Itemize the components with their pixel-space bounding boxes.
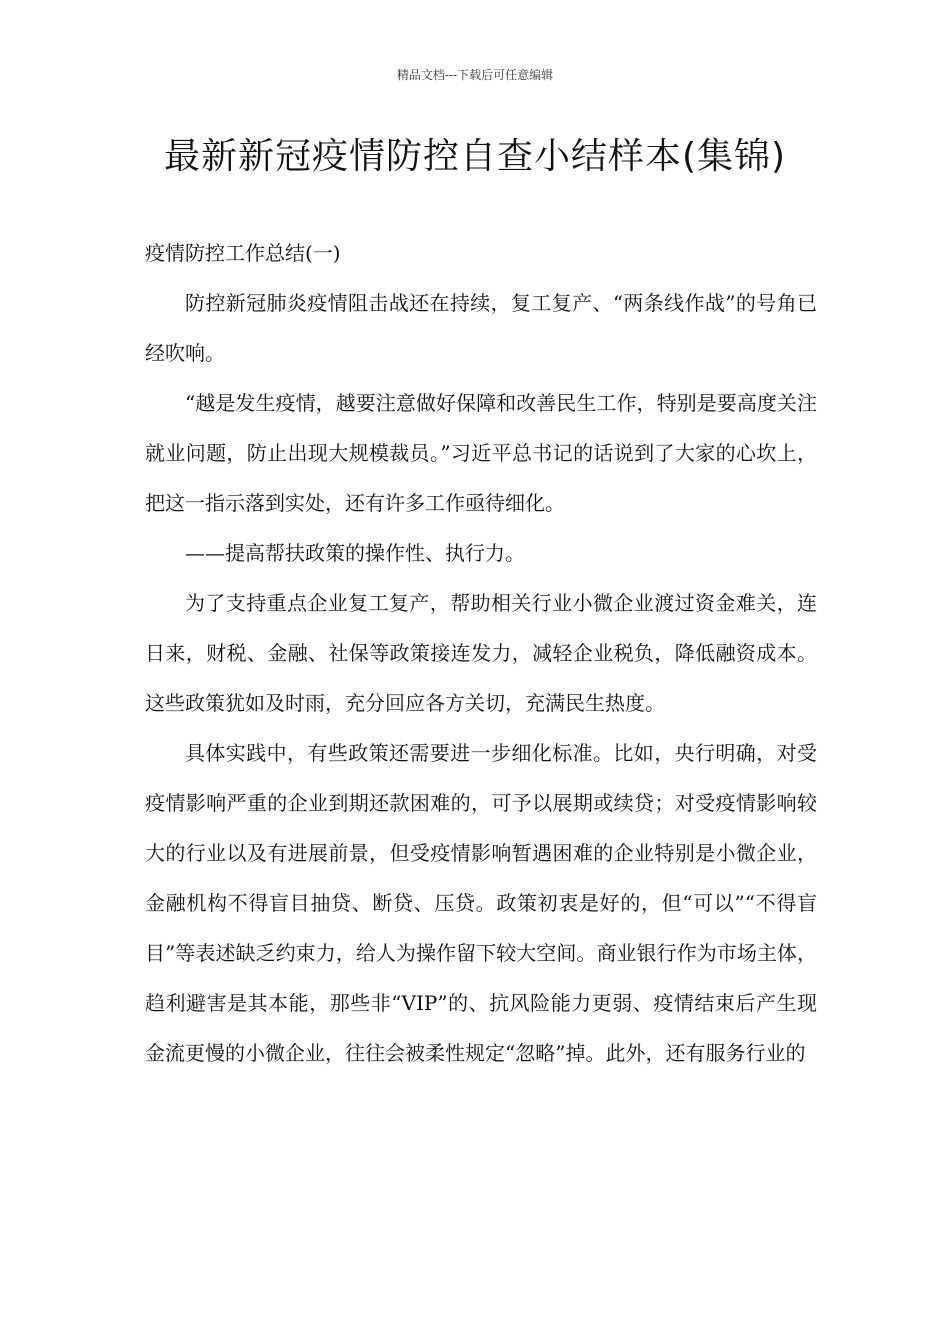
paragraph-1: 防控新冠肺炎疫情阻击战还在持续，复工复产、“两条线作战”的号角已经吹响。 xyxy=(145,291,817,365)
paragraph-4: 为了支持重点企业复工复产，帮助相关行业小微企业渡过资金难关，连日来，财税、金融、社保等政策接连发力，减轻企业税负，降低融资成本。这些政策犹如及时雨，充分回应各方关切，充满民生热度。 xyxy=(145,591,817,715)
document-body xyxy=(145,228,817,1078)
paragraph-3: ——提高帮扶政策的操作性、执行力。 xyxy=(185,541,525,565)
header-note: 精品文档---下载后可任意编辑 xyxy=(396,68,554,82)
paragraph-2: “越是发生疫情，越要注意做好保障和改善民生工作，特别是要高度关注就业问题，防止出现大规模裁员。”习近平总书记的话说到了大家的心坎上，把这一指示落到实处，还有许多工作亟待细化。 xyxy=(145,391,817,515)
paragraph-5: 具体实践中，有些政策还需要进一步细化标准。比如，央行明确，对受疫情影响严重的企业到期还款困难的，可予以展期或续贷；对受疫情影响较大的行业以及有进展前景，但受疫情影响暂遇困难的企业特别是小微企业，金融机构不得盲目抽贷、断贷、压贷。政策初衷是好的，但“可以”“不得盲目”等表述缺乏约束力，给人为操作留下较大空间。商业银行作为市场主体，趋利避害是其本能，那些非“VIP”的、抗风险能力更弱、疫情结束后产生现金流更慢的小微企业，往往会被柔性规定“忽略”掉。此外，还有服务行业的 xyxy=(145,741,817,1065)
section-heading: 疫情防控工作总结(一) xyxy=(145,241,341,265)
document-title: 最新新冠疫情防控自查小结样本(集锦) xyxy=(163,136,787,177)
